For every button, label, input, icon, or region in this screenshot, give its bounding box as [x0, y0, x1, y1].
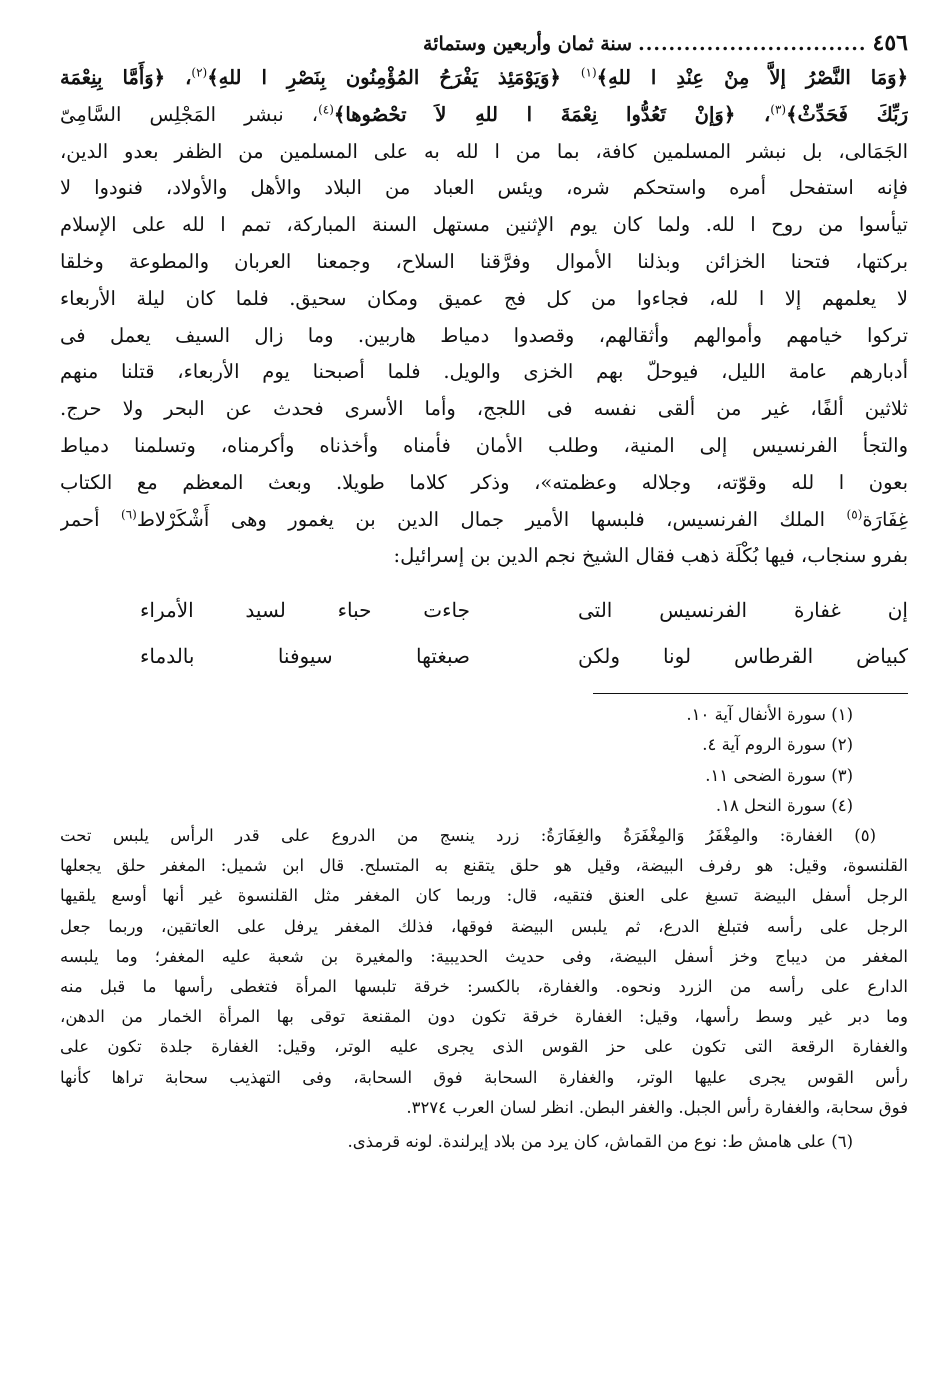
- quran-verse: ﴿وَيَوْمَئِذ يَفْرَحُ المُؤْمِنُون بِنَصْرِ ا للهِ﴾: [207, 66, 581, 89]
- text-line: ثلاثين ألفًا، غير من ألقى نفسه فى اللجج، وأما الأسرى فحدث عن البحر ولا حرج.: [60, 397, 908, 421]
- text-line: لا يعلمهم إلا ا لله، فجاءوا من كل فج عميق ومكان سحيق. فلما كان ليلة الأربعاء: [60, 286, 908, 310]
- footnote-line: رأس القوس يجرى عليها الوتر، والغفارة السحابة فوق السحابة، وفى التهذيب سحابة تراها كأنها: [60, 1067, 908, 1087]
- footnote-ref: (٥): [846, 507, 863, 522]
- poem: [60, 587, 908, 679]
- footnote-separator: [593, 693, 908, 694]
- footnote-line: (٥) الغفارة: والمِغْفَرُ وَالمِغْفَرَةُ والغِفَارَةُ: زرد ينسج من الدروع على قدر الرأس يلبس تحت: [60, 825, 876, 845]
- text-line: فإنه استفحل أمره واستحكم شره، ويئس العباد من البلاد والأهل والأولاد، فنودوا لا: [60, 176, 908, 200]
- text-line: بفرو سنجاب، فيها بُكْلَة ذهب فقال الشيخ نجم الدين بن إسرائيل:: [393, 544, 908, 568]
- quran-verse: رَبِّكَ فَحَدِّثْ﴾: [786, 102, 908, 126]
- footnote-line: القلنسوة، وقيل: هو رفرف البيضة، وقيل هو حلق يتقنع به المتسلح. قال ابن شميل: المغفر حلق يجعلها: [60, 856, 908, 876]
- footnote-line: الرجل أسفل البيضة تسبغ على العنق فتقيه، قال: وربما كان المغفر مثل القلنسوة غير أنها أوسع يلقيها: [60, 886, 908, 906]
- footnote-4: (٤) سورة النحل ١٨.: [715, 795, 853, 815]
- text-line: بعون ا لله وقوّته، وجلاله وعظمته»، وذكر كلاما طويلا. وبعث المعظم مع الكتاب: [60, 470, 908, 494]
- quran-verse: ﴿وَمَا النَّصْرُ إلاَّ مِنْ عِنْدِ ا للهِ﴾: [596, 66, 908, 89]
- footnote-ref: (١): [580, 65, 597, 80]
- book-page: [60, 28, 908, 1358]
- poem-second-hemistich: جاءت حباء لسيد الأمراء: [140, 598, 470, 623]
- header-leader-dots: ..............................: [638, 33, 867, 55]
- poem-verse: [60, 587, 908, 633]
- poem-first-hemistich: كبياض القرطاس لونا ولكن: [578, 644, 908, 669]
- quran-verse: ، ﴿وَأَمَّا بِنِعْمَة: [60, 66, 192, 89]
- text-line: والتجأ الفرنسيس إلى المنية، وطلب الأمان فأمناه وأخذناه وأكرمناه، وتسلمنا دمياط: [60, 433, 908, 457]
- quran-verse: ، ﴿وَإنْ تَعُدُّوا نِعْمَةَ ا للهِ لاَ تحْصُوها﴾: [333, 102, 771, 126]
- text-line: تيأسوا من روح ا لله. ولما كان يوم الإثنين مستهل السنة المباركة، تمم ا لله على الإسلام: [60, 213, 908, 237]
- footnote-ref: (٤): [318, 102, 334, 117]
- footnote-line: الرجل على رأسه فتبلغ الدرع، ثم يلبس البيضة فوقها، فذلك المغفر يرفل على العاتقين، وربما جعل: [60, 916, 908, 936]
- text-fragment: الملك الفرنسيس، فلبسها الأمير جمال الدين بن يغمور وهى أَشْكَرْلاط: [136, 507, 847, 531]
- page-number: ٤٥٦: [872, 30, 908, 56]
- text-line: [60, 502, 908, 539]
- text-line: الجَمَالى، بل نبشر المسلمين كافة، بما من ا لله به على المسلمين من الظفر بعدو الدين،: [60, 139, 908, 163]
- footnote-2: (٢) سورة الروم آية ٤.: [702, 735, 853, 755]
- footnotes: [60, 700, 908, 1157]
- footnote-line: فوق سحابة، والغفارة رأس الجبل. والغفر البطن. انظر لسان العرب ٣٢٧٤.: [406, 1097, 908, 1117]
- footnote-line: وما دبر غير وسط رأسها، وقيل: الغفارة خرقة تكون دون المقنعة توقى بها المرأة الخمار من الدهن،: [60, 1007, 908, 1027]
- text-fragment: أحمر: [60, 507, 122, 531]
- footnote-ref: (٢): [191, 65, 208, 80]
- running-title: سنة ثمان وأربعين وستمائة: [423, 33, 633, 55]
- text-fragment: غِفَارَة: [862, 507, 908, 531]
- footnote-ref: (٣): [770, 102, 787, 117]
- poem-verse: [60, 633, 908, 679]
- footnote-5: [60, 821, 908, 1123]
- footnote-3: (٣) سورة الضحى ١١.: [705, 765, 853, 785]
- footnote-line: المغفر من ديباج وخز أسفل البيضة، وفى حديث الحديبية: والمغيرة بن شعبة عليه المغفر؛ وما يلبسه: [60, 946, 908, 966]
- footnote-ref: (٦): [121, 507, 137, 522]
- text-line: أدبارهم عامة الليل، فيوحلّ بهم الخزى والويل. فلما أصبحنا يوم الأربعاء، قتلنا منهم: [60, 360, 908, 384]
- text-line: [60, 97, 908, 134]
- poem-first-hemistich: إن غفارة الفرنسيس التى: [578, 598, 908, 623]
- footnote-6: (٦) على هامش ط: نوع من القماش، كان يرد من بلاد إيرلندة. لونه قرمذى.: [347, 1132, 853, 1151]
- footnote-line: والغفارة الرقعة التى تكون على حز القوس الذى يجرى عليه الوتر، وقيل: الغفارة جلدة تكون على: [60, 1037, 908, 1057]
- page-header: [60, 28, 908, 60]
- text-line: تركوا خيامهم وأموالهم وأثقالهم، وقصدوا دمياط هاربين. وما زال السيف يعمل فى: [60, 323, 908, 347]
- footnote-1: (١) سورة الأنفال آية ١٠.: [686, 705, 853, 725]
- main-text: [60, 60, 908, 575]
- text-line: بركتها، فتحنا الخزائن وبذلنا الأموال وفرَّقنا السلاح، وجمعنا العربان والمطوعة وخلقا: [60, 249, 908, 273]
- text-line: [60, 60, 908, 97]
- text-fragment: ، نبشر المَجْلِس السَّامِىّ: [60, 102, 319, 126]
- footnote-line: الدارع على رأسه من الزرد ونحوه. والغفارة، بالكسر: خرقة تلبسها المرأة فتغطى رأسها ما قبل منه: [60, 976, 908, 996]
- poem-second-hemistich: صبغتها سيوفنا بالدماء: [140, 644, 470, 669]
